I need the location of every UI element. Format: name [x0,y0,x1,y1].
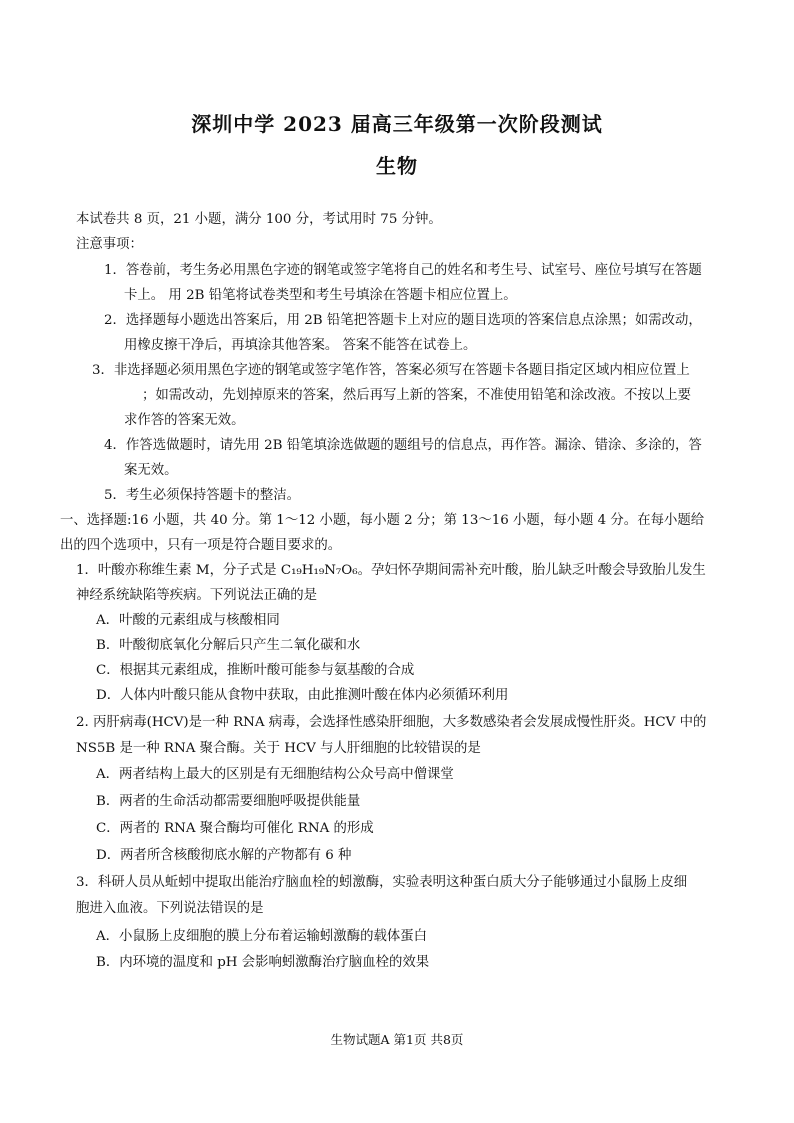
notice-item-4-line-2: 案无效。 [124,463,178,478]
question-3-stem-line-1: 3．科研人员从蚯蚓中提取出能治疗脑血栓的蚓激酶，实验表明这种蛋白质大分子能够通过小鼠肠上皮细 [76,875,688,890]
notice-item-2-line-2: 用橡皮擦干净后，再填涂其他答案。 答案不能答在试卷上。 [124,338,477,353]
notice-item-3-line-3: 求作答的答案无效。 [124,413,245,428]
notice-item-1-line-2: 卡上。 用 2B 铅笔将试卷类型和考生号填涂在答题卡相应位置上。 [124,288,517,303]
question-3-stem-line-2: 胞进入血液。下列说法错误的是 [76,901,264,916]
question-1-option-b: B．叶酸彻底氧化分解后只产生二氧化碳和水 [96,638,361,653]
notice-heading: 注意事项： [76,237,143,252]
notice-item-3-line-1: 3．非选择题必须用黑色字迹的钢笔或签字笔作答，答案必须写在答题卡各题目指定区域内相应位置上 [92,363,690,378]
question-2-option-a: A．两者结构上最大的区别是有无细胞结构公众号高中僧课堂 [96,767,454,782]
notice-item-5-line-1: 5．考生必须保持答题卡的整洁。 [104,488,300,503]
question-1-option-a: A．叶酸的元素组成与核酸相同 [96,613,280,628]
question-2-option-c: C．两者的 RNA 聚合酶均可催化 RNA 的形成 [96,821,374,836]
question-2-option-d: D．两者所含核酸彻底水解的产物都有 6 种 [96,848,352,863]
question-2-stem-line-1: 2. 丙肝病毒(HCV)是一种 RNA 病毒，会选择性感染肝细胞，大多数感染者会发展成慢性肝炎。HCV 中的 [76,715,707,730]
question-2-stem-line-2: NS5B 是一种 RNA 聚合酶。关于 HCV 与人肝细胞的比较错误的是 [76,741,481,756]
exam-title: 深圳中学 2023 届高三年级第一次阶段测试 [191,112,603,136]
question-1-option-d: D．人体内叶酸只能从食物中获取，由此推测叶酸在体内必须循环利用 [96,688,509,703]
subject-title: 生物 [376,154,418,178]
question-3-option-b: B．内环境的温度和 pH 会影响蚓激酶治疗脑血栓的效果 [96,955,430,970]
question-3-option-a: A．小鼠肠上皮细胞的膜上分布着运输蚓激酶的载体蛋白 [96,929,428,944]
question-2-option-b: B．两者的生命活动都需要细胞呼吸提供能量 [96,794,361,809]
section-1-line-1: 一、选择题:16 小题，共 40 分。第 1～12 小题，每小题 2 分；第 13～16 小题，每小题 4 分。在每小题给 [60,513,705,528]
section-1-line-2: 出的四个选项中，只有一项是符合题目要求的。 [60,538,342,553]
page-footer: 生物试题A 第1页 共8页 [330,1032,464,1047]
intro-text: 本试卷共 8 页，21 小题，满分 100 分，考试用时 75 分钟。 [76,212,442,227]
notice-item-3-line-2: ；如需改动，先划掉原来的答案，然后再写上新的答案，不准使用铅笔和涂改液。不按以上要 [142,388,692,403]
notice-item-4-line-1: 4．作答选做题时，请先用 2B 铅笔填涂选做题的题组号的信息点，再作答。漏涂、错涂、多涂的，答 [104,438,702,453]
notice-item-1-line-1: 1．答卷前，考生务必用黑色字迹的钢笔或签字笔将自己的姓名和考生号、试室号、座位号填写在答题 [104,263,702,278]
question-1-stem-line-1: 1．叶酸亦称维生素 M，分子式是 C₁₉H₁₉N₇O₆。孕妇怀孕期间需补充叶酸，胎儿缺乏叶酸会导致胎儿发生 [76,563,706,578]
notice-item-2-line-1: 2．选择题每小题选出答案后，用 2B 铅笔把答题卡上对应的题目选项的答案信息点涂黑；如需改动， [104,313,702,328]
question-1-stem-line-2: 神经系统缺陷等疾病。下列说法正确的是 [76,588,318,603]
question-1-option-c: C．根据其元素组成，推断叶酸可能参与氨基酸的合成 [96,663,415,678]
